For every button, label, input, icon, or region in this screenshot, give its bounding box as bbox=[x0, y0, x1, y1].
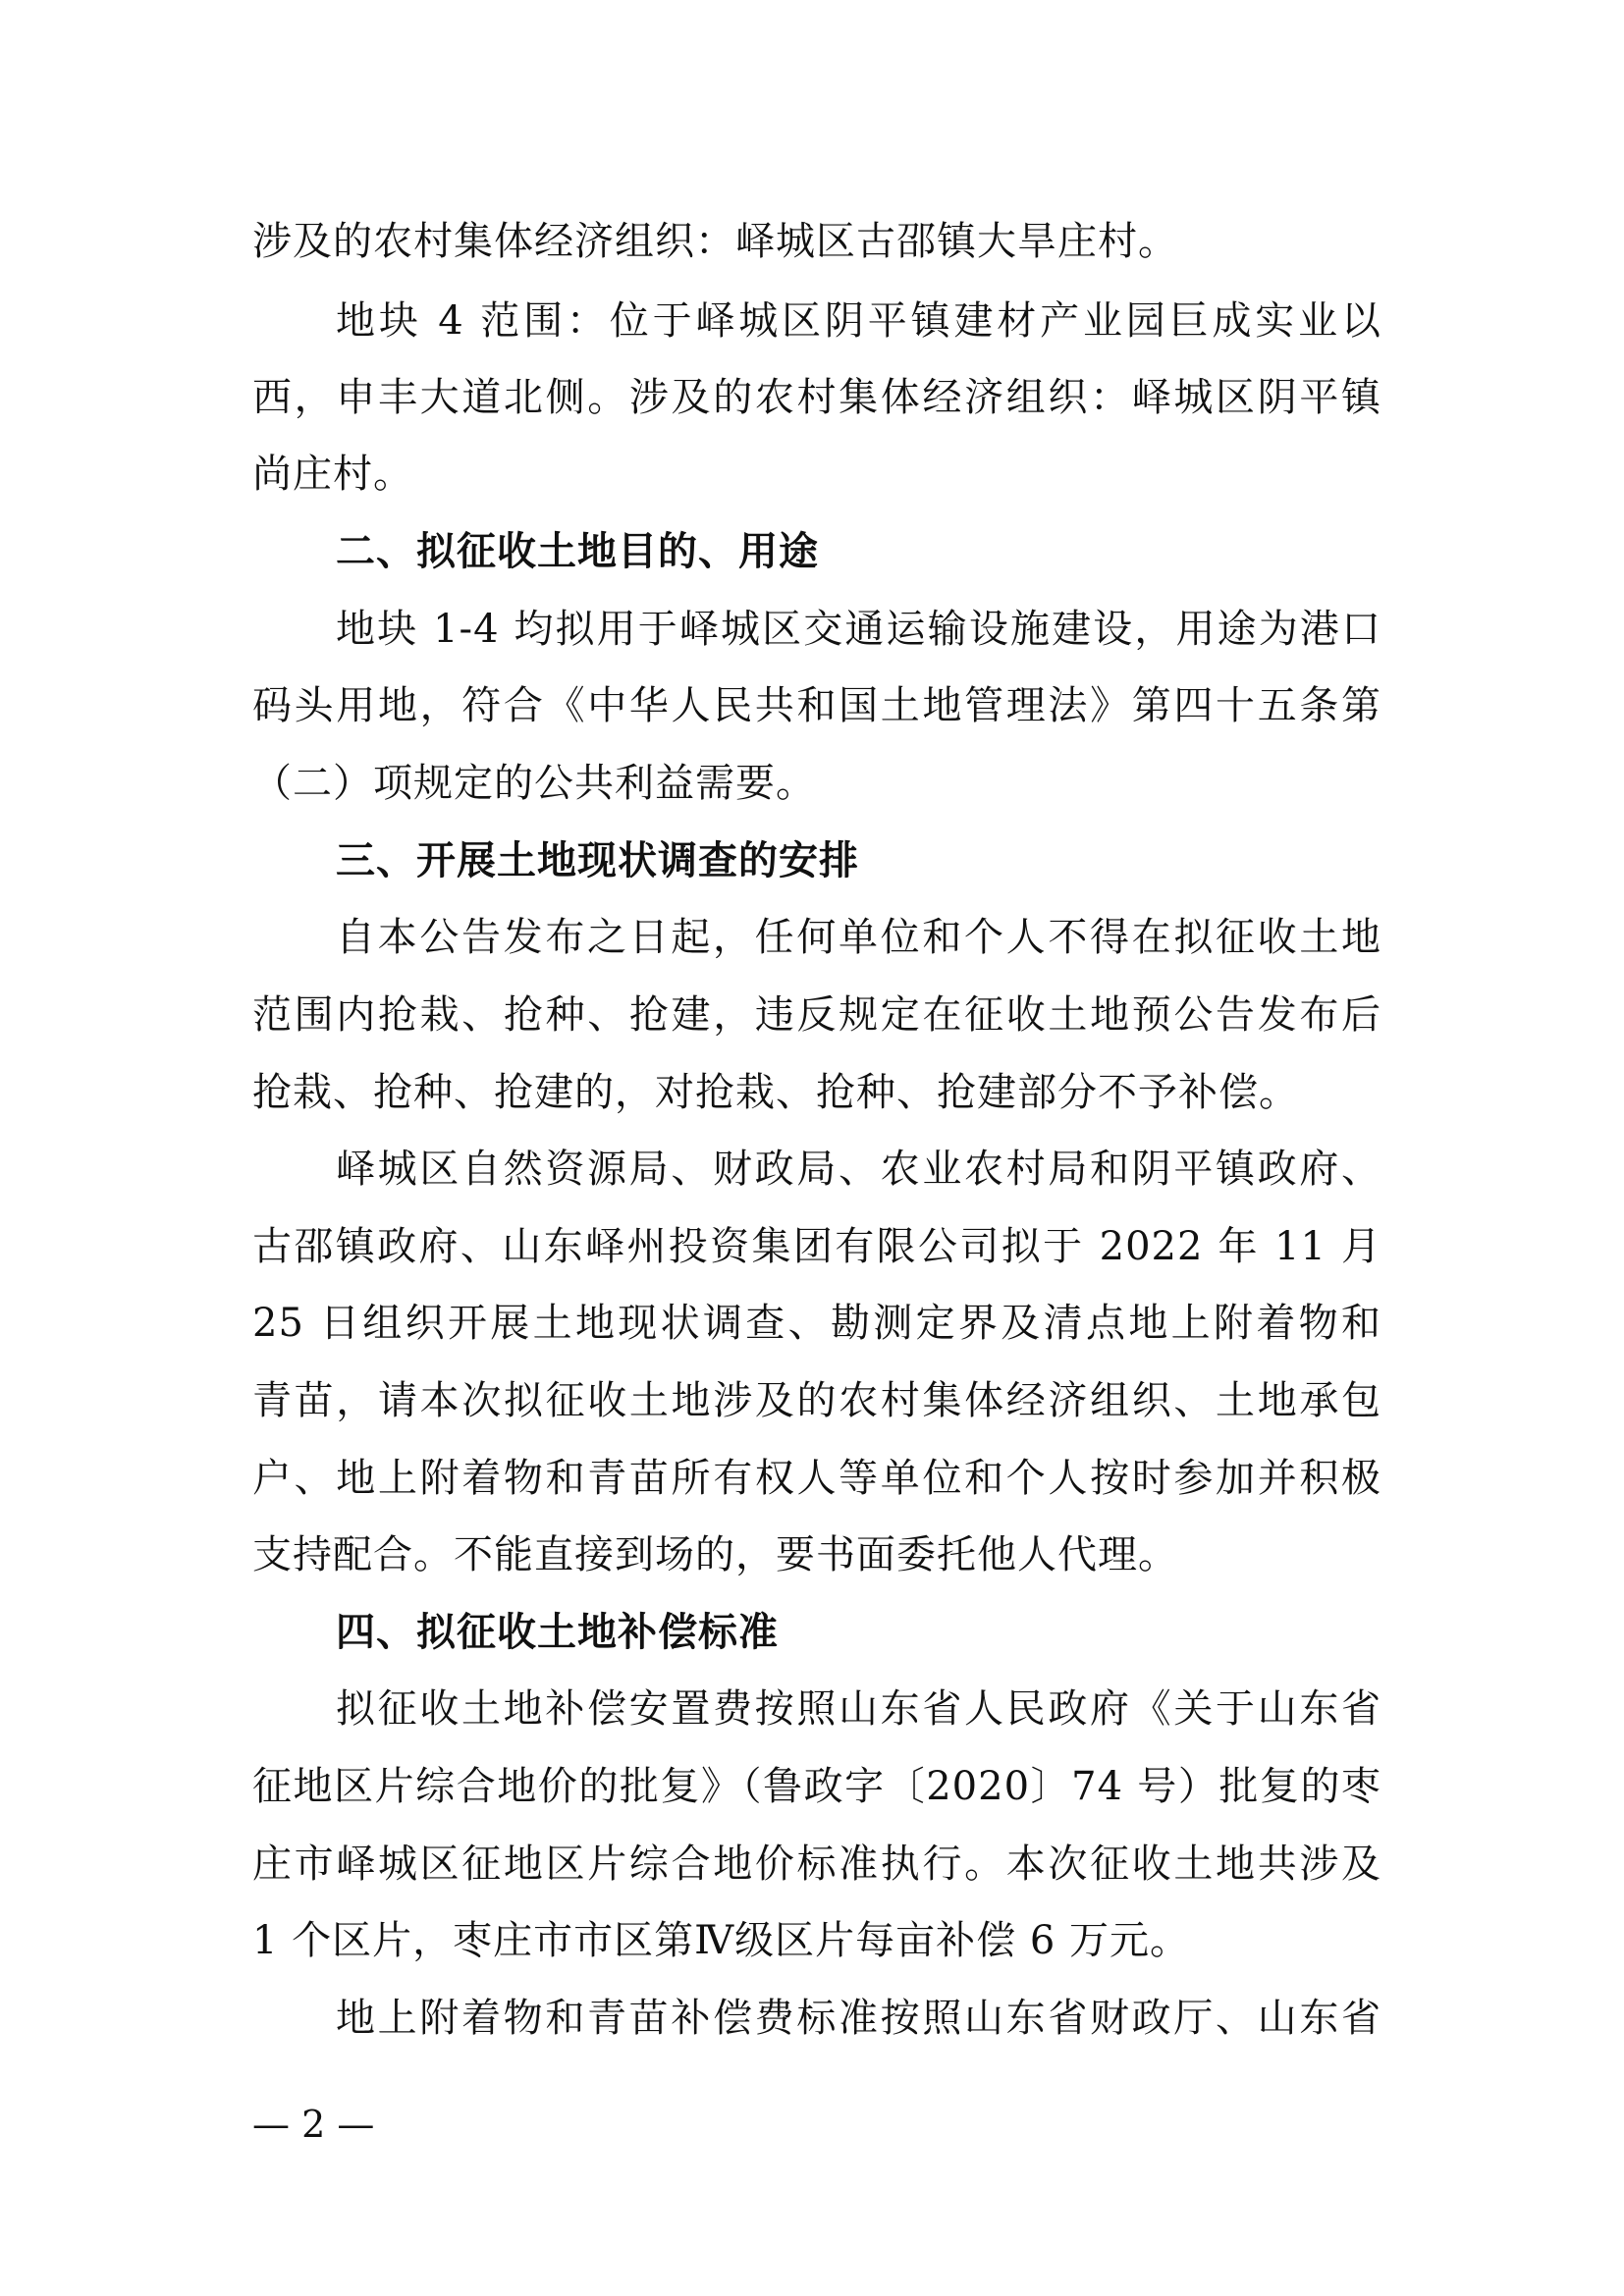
paragraph-line: 地块 4 范围：位于峄城区阴平镇建材产业园巨成实业以 bbox=[336, 298, 1381, 344]
paragraph-line: 西，申丰大道北侧。涉及的农村集体经济组织：峄城区阴平镇 bbox=[252, 375, 1381, 420]
paragraph-line: 峄城区自然资源局、财政局、农业农村局和阴平镇政府、 bbox=[336, 1147, 1381, 1192]
paragraph-line: 地块 1-4 均拟用于峄城区交通运输设施建设，用途为港口 bbox=[336, 607, 1381, 652]
paragraph-line: 青苗，请本次拟征收土地涉及的农村集体经济组织、土地承包 bbox=[252, 1378, 1381, 1423]
paragraph-line: 范围内抢栽、抢种、抢建，违反规定在征收土地预公告发布后 bbox=[252, 992, 1381, 1038]
section-heading: 四、拟征收土地补偿标准 bbox=[336, 1609, 779, 1655]
section-heading: 三、开展土地现状调查的安排 bbox=[336, 837, 859, 883]
paragraph-line: 支持配合。不能直接到场的，要书面委托他人代理。 bbox=[252, 1532, 1178, 1577]
section-heading: 二、拟征收土地目的、用途 bbox=[336, 528, 819, 574]
paragraph-line: 庄市峄城区征地区片综合地价标准执行。本次征收土地共涉及 bbox=[252, 1842, 1381, 1887]
paragraph-line: 征地区片综合地价的批复》（鲁政字〔2020〕74 号）批复的枣 bbox=[252, 1764, 1381, 1809]
page-number: — 2 — bbox=[252, 2103, 375, 2146]
paragraph-line: 1 个区片，枣庄市市区第Ⅳ级区片每亩补偿 6 万元。 bbox=[252, 1918, 1191, 1963]
paragraph-line: 古邵镇政府、山东峄州投资集团有限公司拟于 2022 年 11 月 bbox=[252, 1224, 1381, 1269]
paragraph-line: 尚庄村。 bbox=[252, 452, 413, 497]
paragraph-line: 抢栽、抢种、抢建的，对抢栽、抢种、抢建部分不予补偿。 bbox=[252, 1070, 1299, 1115]
paragraph-line: 码头用地，符合《中华人民共和国土地管理法》第四十五条第 bbox=[252, 683, 1381, 728]
paragraph-line: 拟征收土地补偿安置费按照山东省人民政府《关于山东省 bbox=[336, 1686, 1381, 1732]
paragraph-line: 地上附着物和青苗补偿费标准按照山东省财政厅、山东省 bbox=[336, 1996, 1381, 2041]
paragraph-line: 户、地上附着物和青苗所有权人等单位和个人按时参加并积极 bbox=[252, 1456, 1381, 1501]
paragraph-line: 自本公告发布之日起，任何单位和个人不得在拟征收土地 bbox=[336, 915, 1381, 960]
paragraph-line: 25 日组织开展土地现状调查、勘测定界及清点地上附着物和 bbox=[252, 1301, 1381, 1346]
paragraph-line: （二）项规定的公共利益需要。 bbox=[252, 761, 816, 806]
paragraph-line: 涉及的农村集体经济组织：峄城区古邵镇大旱庄村。 bbox=[252, 219, 1178, 264]
